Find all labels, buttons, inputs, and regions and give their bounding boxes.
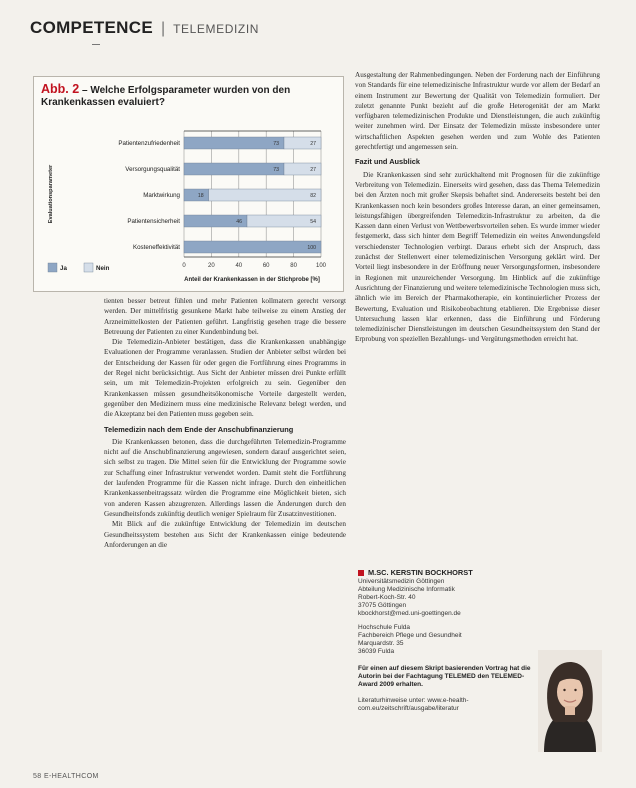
affiliation-1 bbox=[358, 578, 533, 618]
paragraph: Die Krankenkassen betonen, dass die durchgeführten Telemedizin-Programme nicht auf die Anschubfinanzierung angewiesen, sondern darauf ausgerichtet seien, sich selbst zu tragen. Die Mittel seien für die Entwicklung der Programme sowie zur Schaffung einer Infrastruktur verwendet worden. Damit steht die Fortführung der laufenden Programme für die Kassen nicht infrage. Durch den einheitlichen Krankenkassenbeitragssatz würden die Programme eine Möglichkeit bieten, sich von anderen Kassen abzugrenzen. Allerdings lassen die Änderungen durch den Gesundheitsfonds zukünftig deutlich weniger Spielraum für Zusatzinvestitionen. bbox=[104, 437, 346, 518]
bar-nein bbox=[209, 189, 321, 201]
section-label: COMPETENCE bbox=[30, 18, 153, 37]
header-dash bbox=[92, 44, 100, 45]
affiliation-line: Abteilung Medizinische Informatik bbox=[358, 586, 455, 593]
legend-label: Ja bbox=[60, 265, 67, 272]
data-label: 54 bbox=[310, 219, 316, 225]
y-axis-label: Evaluationsparameter bbox=[48, 164, 54, 224]
header-divider: | bbox=[160, 20, 166, 37]
x-tick-label: 20 bbox=[208, 263, 215, 269]
section-heading: Telemedizin nach dem Ende der Anschubfinanzierung bbox=[104, 424, 294, 434]
portrait-image bbox=[538, 650, 602, 752]
paragraph: Die Krankenkassen sind sehr zurückhaltend mit Prognosen für die zukünftige Verbreitung von Telemedizin. Einerseits wird gesehen, dass das Thema Telemedizin bei den Ärzten noch mit großer Skepsis behaftet sind. Andererseits besteht bei den Krankenkassen noch kein besonders großes Interesse daran, an einer gemeinsamen, leistungsfähigen übergreifenden Telemedizin-Infrastruktur zu arbeiten, da die Kassen dann einen Verlust von Wettbewerbsvorteilen sehen. Es wurde immer wieder festgemerkt, dass sich hinter dem Begriff Telemedizin ein weites Anwendungsfeld verschiedenster Technologien verbirgt. Daraus erhebt sich der Anspruch, dass zunächst der Stellenwert einer telemedizinischen Versorgung geklärt wird. Der Vorteil liegt insbesondere in der Eröffnung neuer Versorgungsformen, insbesondere in Regionen mit unzureichender Versorgung. Im Hinblick auf die zukünftige Ausrichtung der Finanzierung und weitere telemedizinische Technologien muss sich, ähnlich wie im Bereich der Pharmakotherapie, ein kontinuierlicher Prozess der Bewertung, Evaluation und Risikobeobachtung etablieren. Die Ergebnisse dieser Untersuchung lassen klar erkennen, dass die Einführung und Förderung telemedizinischer Dienstleistungen im deutschen Gesundheitssystem den Stand der Erprobung von speziellen Bezahlungs- und Vergütungsmethoden erreicht hat. bbox=[355, 170, 600, 344]
section-heading: Fazit und Ausblick bbox=[355, 157, 421, 167]
page-header bbox=[30, 18, 259, 38]
x-tick-label: 100 bbox=[315, 263, 327, 269]
data-label: 18 bbox=[197, 193, 204, 199]
legend-label: Nein bbox=[96, 265, 110, 272]
stacked-bar-chart bbox=[34, 77, 345, 293]
literature-link[interactable]: Literaturhinweise unter: www.e-health-com.eu/zeitschrift/ausgabe/literatur bbox=[358, 697, 469, 712]
data-label: 100 bbox=[307, 245, 316, 251]
award-note: Für einen auf diesem Skript basierenden Vortrag hat die Autorin bei der Fachtagung TELEMED den TELEMED-Award 2009 erhalten. bbox=[358, 665, 531, 688]
data-label: 73 bbox=[273, 167, 280, 173]
affiliation-line: 37075 Göttingen bbox=[358, 602, 407, 609]
x-tick-label: 80 bbox=[290, 263, 297, 269]
affiliation-2 bbox=[358, 624, 533, 656]
legend-swatch bbox=[48, 263, 57, 272]
category-label: Patientenzufriedenheit bbox=[118, 140, 180, 147]
paragraph: Die Telemedizin-Anbieter bestätigen, dass die Krankenkassen unabhängige Evaluationen der Programme veranlassen. Studien der Anbieter selbst würden bei der Entscheidung der Kassen für oder gegen die Fortführung eines Programms in der Regel nicht berücksichtigt. Aus Sicht der Anbieter müssen drei Punkte erfüllt sein, um mit Telemedizin-Projekten erfolgreich zu sein. Gegenüber den Krankenkassen müssen gesundheitsökonomische Vorteile dargestellt werden, gegenüber den Medizinern muss eine medizinische Relevanz belegt werden, und die Akzeptanz bei den Patienten muss gegeben sein. bbox=[104, 338, 346, 419]
bar-ja bbox=[184, 241, 321, 253]
page-number: 58 bbox=[33, 773, 42, 780]
affiliation-line: Robert-Koch-Str. 40 bbox=[358, 594, 416, 601]
bar-ja bbox=[184, 137, 284, 149]
data-label: 82 bbox=[310, 193, 316, 199]
author-name-text: M.SC. KERSTIN BOCKHORST bbox=[368, 568, 473, 577]
journal-name: E-HEALTHCOM bbox=[43, 773, 99, 780]
email-link[interactable]: kbockhorst@med.uni-goettingen.de bbox=[358, 610, 461, 617]
category-label: Kosteneffektivität bbox=[132, 244, 180, 251]
right-column bbox=[355, 70, 600, 345]
bar-ja bbox=[184, 189, 209, 201]
data-label: 27 bbox=[310, 141, 316, 147]
figure-box bbox=[33, 76, 344, 292]
category-label: Marktwirkung bbox=[143, 192, 180, 199]
data-label: 27 bbox=[310, 167, 316, 173]
affiliation-line: Universitätsmedizin Göttingen bbox=[358, 578, 445, 585]
figure-label: Abb. 2 bbox=[41, 82, 80, 96]
author-box bbox=[358, 569, 533, 713]
page-footer bbox=[33, 773, 99, 780]
paragraph: tienten besser betreut fühlen und mehr Patienten kollmatern gerecht versorgt werden. Der mittelfristig gesunkene Markt habe teilweise zu einem Anstieg der Arzneimittelkosten der Patienten geführt. Langfristig gesehen trage die bessere Betreuung der Patienten zu einer Kundenbindung bei. bbox=[104, 297, 346, 336]
bullet-square-icon bbox=[358, 570, 364, 576]
figure-caption: – Welche Erfolgsparameter wurden von den Krankenkassen evaluiert? bbox=[41, 85, 291, 108]
legend-swatch bbox=[84, 263, 93, 272]
data-label: 46 bbox=[236, 219, 243, 225]
paragraph: Mit Blick auf die zukünftige Entwicklung der Telemedizin im deutschen Gesundheitssystem bestehen aus Sicht der Krankenkassen einige bedeutende Anforderungen an die bbox=[104, 520, 346, 549]
category-label: Versorgungsqualität bbox=[125, 166, 180, 173]
x-tick-label: 0 bbox=[182, 263, 186, 269]
affiliation-line: 36039 Fulda bbox=[358, 648, 395, 655]
bar-ja bbox=[184, 163, 284, 175]
affiliation-line: Fachbereich Pflege und Gesundheit bbox=[358, 632, 462, 639]
x-tick-label: 40 bbox=[235, 263, 243, 269]
author-name bbox=[358, 569, 533, 577]
left-column bbox=[104, 296, 346, 550]
affiliation-line: Hochschule Fulda bbox=[358, 624, 411, 631]
paragraph: Ausgestaltung der Rahmenbedingungen. Neben der Forderung nach der Einführung von Standards für eine telemedizinische Infrastruktur wurde vor allem der Bedarf an einem Instrument zur Bewertung der Qualität von Telemedizin formuliert. Der zuletzt genannte Punkt bezieht auf die große Heterogenität der am Markt verfügbaren telemedizinischen Produkte und Dienstleistungen, die auch zukünftig weiter zunehmen wird. Der Einsatz der Telemedizin müsste insbesondere unter wirtschaftlichen Aspekten gesehen werden und zum Wohle des Patienten gerechtfertigt und angemessen sein. bbox=[355, 71, 600, 152]
affiliation-line: Marquardstr. 35 bbox=[358, 640, 404, 647]
data-label: 73 bbox=[273, 141, 280, 147]
x-axis-label: Anteil der Krankenkassen in der Stichprobe [%] bbox=[184, 277, 320, 283]
author-portrait bbox=[538, 650, 602, 752]
category-label: Patientensicherheit bbox=[127, 218, 180, 225]
topic-label: TELEMEDIZIN bbox=[173, 22, 260, 36]
x-tick-label: 60 bbox=[262, 263, 270, 269]
